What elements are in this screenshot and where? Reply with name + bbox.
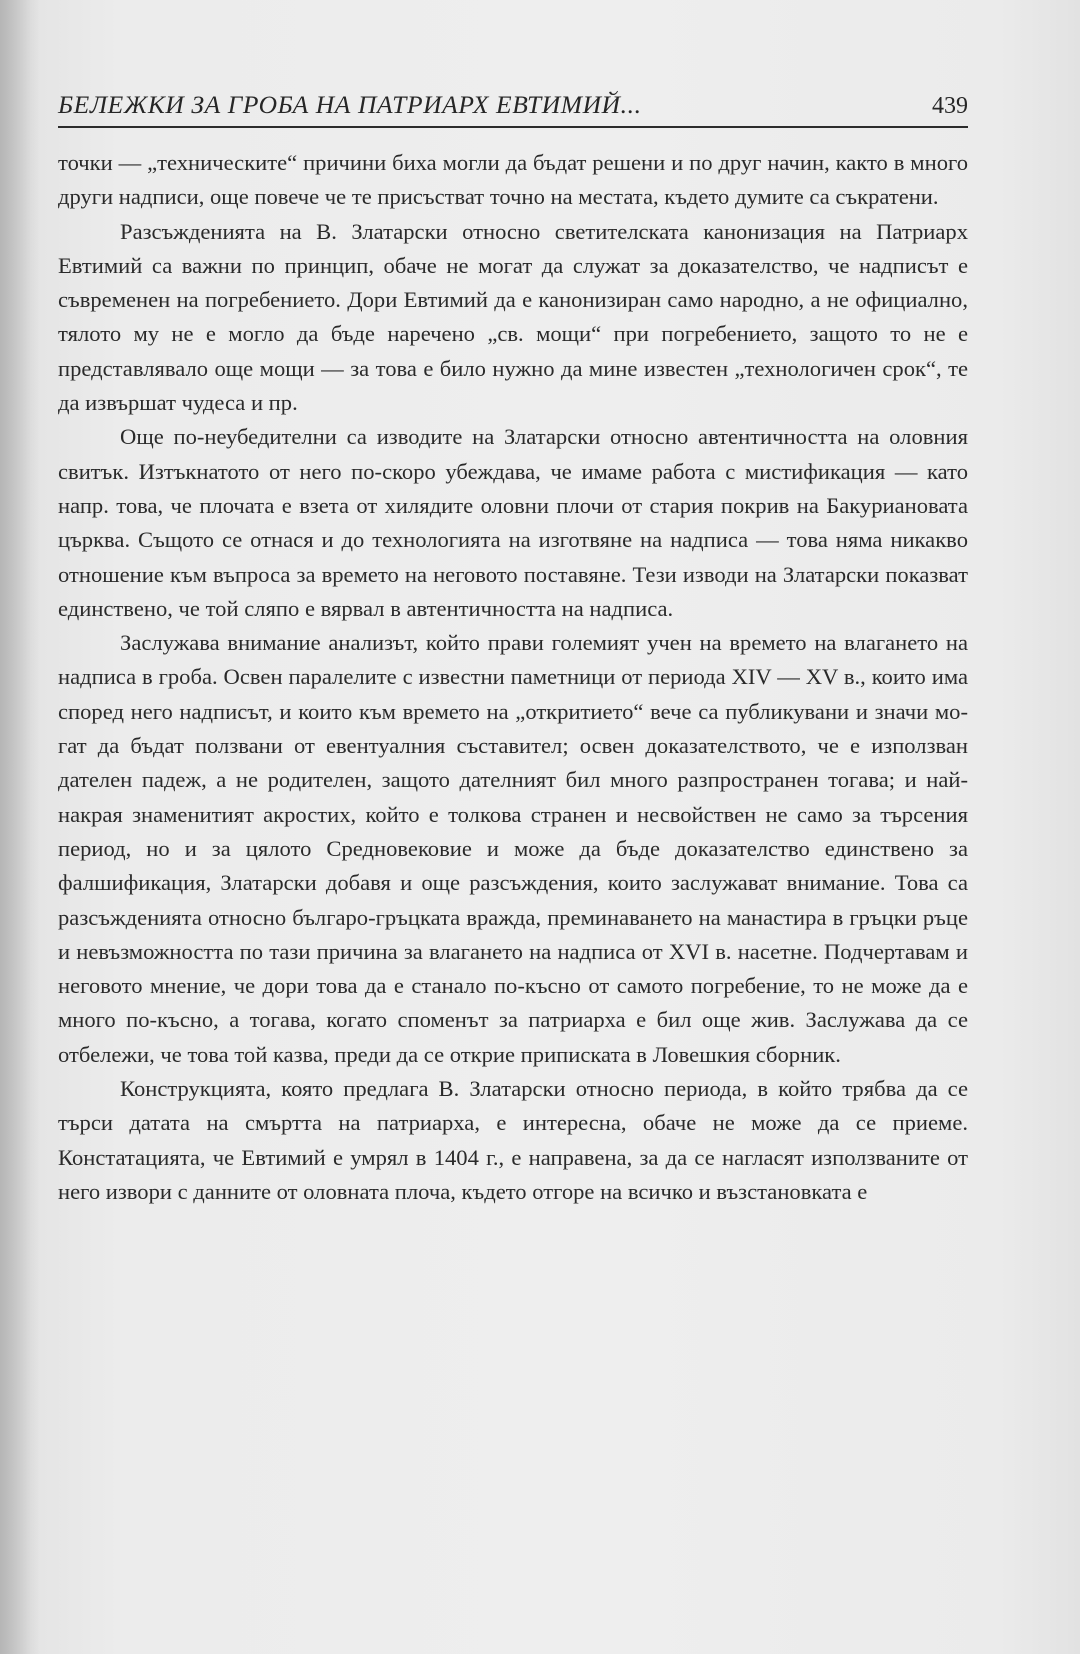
paragraph: Заслужава внимание анализът, който прави големият учен на времето на влагането на надписа в гроба. Освен паралелите с известни паметници от периода XIV — XV в., които има според него надписът, и които към времето на „откритието“ вече са публикувани и значи могат да бъдат ползвани от евентуалния съставител; освен доказателството, че е използван дателен падеж, а не родителен, защото дателният бил много разпространен тогава; и най-накрая знаменитият акростих, който е толкова странен и несвойствен не само за търсения период, но и за цялото Средновековие и може да бъде доказателство единствено за фалшификация, Златарски добавя и още разсъждения, които заслужават внимание. Това са разсъжденията относно българо-гръцката вражда, преминаването на манастира в гръцки ръце и невъзможността по тази причина за влагането на надписа от XVI в. насетне. Подчертавам и неговото мнение, че дори това да е станало по-късно от самото погребение, то не може да е много по-късно, а тогава, когато споменът за патриарха е бил още жив. Заслужава да се отбележи, че това той казва, преди да се открие приписката в Ловешкия сборник. — [58, 630, 968, 1067]
running-title: БЕЛЕЖКИ ЗА ГРОБА НА ПАТРИАРХ ЕВТИМИЙ... — [58, 90, 642, 119]
page-number: 439 — [932, 93, 968, 119]
paragraph: Конструкцията, която предлага В. Златарски относно периода, в който трябва да се търси датата на смъртта на патриарха, е интересна, обаче не може да се приеме. Констатацията, че Евтимий е умрял в 1404 г., е направена, за да се нагласят използваните от него извори с данните от оловната плоча, където отгоре на всичко и възстановката е — [58, 1076, 968, 1204]
running-header — [58, 80, 968, 128]
paragraph: точки — „техническите“ причини биха могли да бъдат решени и по друг начин, както в много други надписи, още повече че те присъстват точно на местата, където думите са съкратени. — [58, 150, 968, 210]
paragraph: Разсъжденията на В. Златарски относно светителската канонизация на Патриарх Евтимий са важни по принцип, обаче не могат да служат за доказателство, че надписът е съвременен на погребението. Дори Евтимий да е канонизиран само народно, а не официално, тялото му не е могло да бъде наречено „св. мощи“ при погребението, защото то не е представлявало още мощи — за това е било нужно да мине известен „технологичен срок“, те да извършат чудеса и пр. — [58, 218, 968, 416]
gutter-shadow — [0, 0, 40, 1654]
paragraph: Още по-неубедителни са изводите на Златарски относно автентичността на оловния свитък. Изтъкнатото от него по-скоро убеждава, че имаме работа с мистификация — като напр. това, че плочата е взета от хилядите оловни плочи от стария покрив на Бакуриановата църква. Същото се отнася и до технологията на изготвяне на надписа — това няма никакво отношение към въпроса за времето на неговото поставяне. Тези изводи на Златарски показват единствено, че той сляпо е вярвал в автентичността на надписа. — [58, 424, 968, 621]
body-text — [58, 146, 968, 1209]
